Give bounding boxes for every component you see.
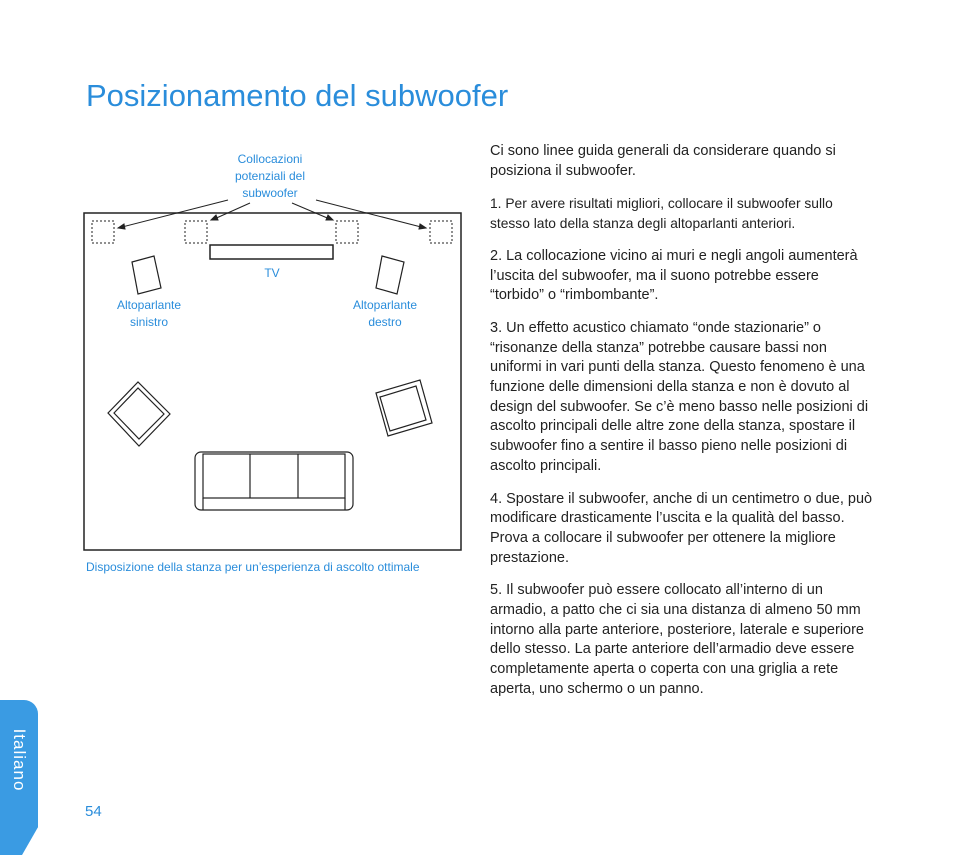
- subwoofer-position-1: [92, 221, 114, 243]
- guideline-item-4: 4. Spostare il subwoofer, anche di un centimetro o due, può modificare drasticamente l’uscita e la qualità del basso. Prova a collocare il subwoofer per ottenere la migliore prestazione.: [490, 490, 873, 566]
- language-tab-label: Italiano: [10, 728, 29, 792]
- subwoofer-position-2: [185, 221, 207, 243]
- subwoofer-position-3: [336, 221, 358, 243]
- subwoofer-positions-label: Collocazioni potenziali del subwoofer: [234, 152, 306, 200]
- room-layout-diagram: [80, 148, 470, 588]
- right-speaker-label: Altoparlante destro: [352, 298, 418, 329]
- page-title: Posizionamento del subwoofer: [86, 78, 509, 113]
- diagram-caption: Disposizione della stanza per un’esperienza di ascolto ottimale: [86, 560, 420, 574]
- tv-shape: [210, 245, 333, 259]
- subwoofer-position-4: [430, 221, 452, 243]
- guideline-item-5: 5. Il subwoofer può essere collocato all’interno di un armadio, a patto che ci sia una distanza di almeno 50 mm intorno alla parte anteriore, posteriore, laterale e superiore dello stesso. La parte anteriore dell’armadio deve essere completamente aperta o coperta con una griglia a rete aperta, uno schermo o un panno.: [490, 582, 864, 697]
- right-chair-shape: [376, 380, 432, 436]
- room-outline: [84, 213, 461, 550]
- tv-label: TV: [264, 266, 280, 280]
- left-speaker-label: Altoparlante sinistro: [116, 298, 182, 329]
- intro-paragraph: Ci sono linee guida generali da considerare quando si posiziona il subwoofer.: [490, 143, 836, 179]
- subwoofer-pointers: [118, 200, 426, 229]
- room-layout-drawing: [80, 148, 470, 588]
- guidelines-text: [490, 142, 875, 713]
- guideline-item-1: 1. Per avere risultati migliori, collocare il subwoofer sullo stesso lato della stanza degli altoparlanti anteriori.: [490, 196, 833, 232]
- page-number: 54: [85, 803, 102, 820]
- left-speaker-shape: [132, 256, 161, 294]
- guideline-item-2: 2. La collocazione vicino ai muri e negli angoli aumenterà l’uscita del subwoofer, ma il suono potrebbe essere “torbido” o “rimbombante”.: [490, 247, 858, 304]
- left-chair-shape: [108, 382, 170, 446]
- guideline-item-3: 3. Un effetto acustico chiamato “onde stazionarie” o “risonanze della stanza” potrebbe causare bassi non uniformi in vari punti della stanza. Questo fenomeno è una funzione delle dimensioni della stanza e non è dovuto al design del subwoofer. Se c’è meno basso nelle posizioni di ascolto principali delle altre zone della stanza, spostare il subwoofer fino a sentire il basso pieno nelle posizioni di ascolto principali.: [490, 319, 869, 474]
- right-speaker-shape: [376, 256, 404, 294]
- sofa-shape: [195, 452, 353, 510]
